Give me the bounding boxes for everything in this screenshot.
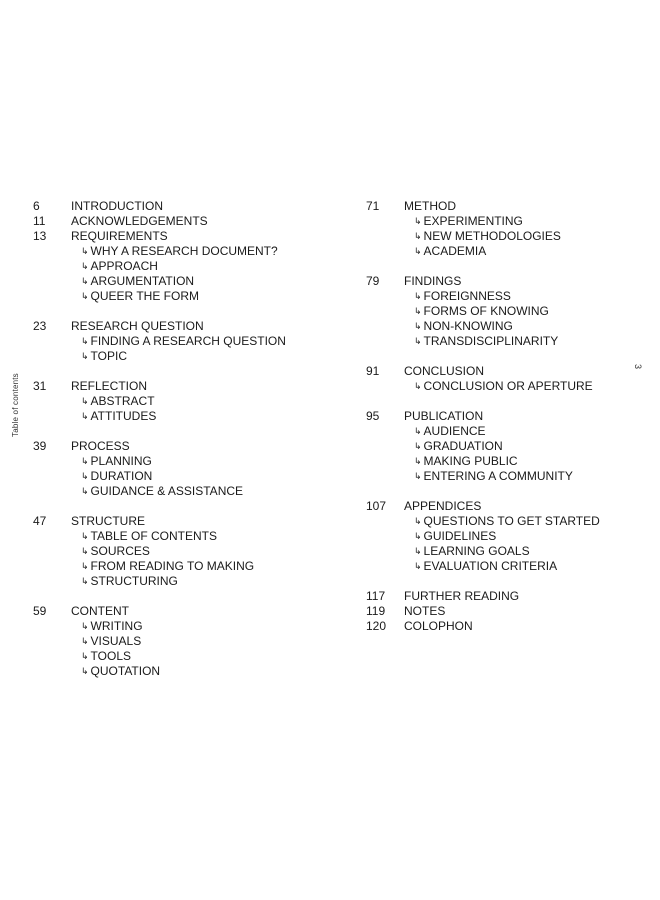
toc-subentry-label (81, 574, 178, 590)
subentry-arrow-icon: ↳ (414, 441, 422, 451)
toc-subentry-label (414, 544, 530, 560)
toc-entry-title: PUBLICATION (404, 409, 484, 423)
toc-subentry-label (81, 394, 155, 410)
toc-subentry-text: QUESTIONS TO GET STARTED (423, 514, 600, 528)
toc-entry[interactable] (366, 604, 660, 619)
subentry-arrow-icon: ↳ (81, 456, 89, 466)
toc-section (33, 514, 333, 589)
toc-entry[interactable] (33, 514, 333, 529)
toc-subentry[interactable] (366, 544, 660, 559)
toc-subentry-text: NEW METHODOLOGIES (423, 229, 561, 243)
toc-page-number: 31 (33, 379, 47, 393)
toc-entry-title: CONTENT (71, 604, 129, 618)
toc-subentry-label (81, 409, 156, 425)
toc-subentry-label (81, 469, 152, 485)
toc-subentry-label (81, 454, 152, 470)
subentry-arrow-icon: ↳ (81, 336, 89, 346)
toc-subentry[interactable] (366, 319, 660, 334)
toc-subentry[interactable] (366, 439, 660, 454)
subentry-arrow-icon: ↳ (81, 246, 89, 256)
toc-entry[interactable] (366, 274, 660, 289)
toc-subentry-label (81, 559, 254, 575)
toc-subentry-label (414, 214, 523, 230)
toc-subentry-text: FOREIGNNESS (423, 289, 511, 303)
toc-subentry[interactable] (366, 214, 660, 229)
toc-subentry[interactable] (33, 259, 333, 274)
toc-subentry[interactable] (33, 409, 333, 424)
subentry-arrow-icon: ↳ (414, 546, 422, 556)
toc-page-number: 107 (366, 499, 387, 513)
toc-subentry-label (414, 229, 561, 245)
toc-subentry-label (414, 559, 557, 575)
subentry-arrow-icon: ↳ (414, 381, 422, 391)
toc-subentry-text: SOURCES (90, 544, 150, 558)
toc-subentry[interactable] (33, 634, 333, 649)
toc-subentry-label (81, 289, 199, 305)
toc-subentry[interactable] (33, 559, 333, 574)
toc-subentry-text: CONCLUSION OR APERTURE (423, 379, 593, 393)
toc-entry[interactable] (33, 199, 333, 214)
toc-subentry-text: EVALUATION CRITERIA (423, 559, 558, 573)
subentry-arrow-icon: ↳ (81, 666, 89, 676)
toc-section (33, 379, 333, 424)
toc-subentry-text: PLANNING (90, 454, 152, 468)
toc-subentry-text: WRITING (90, 619, 143, 633)
toc-subentry-text: TABLE OF CONTENTS (90, 529, 218, 543)
subentry-arrow-icon: ↳ (414, 561, 422, 571)
toc-subentry-label (414, 514, 600, 530)
toc-subentry[interactable] (33, 349, 333, 364)
toc-section (33, 439, 333, 499)
toc-subentry[interactable] (33, 469, 333, 484)
toc-subentry-text: ENTERING A COMMUNITY (423, 469, 573, 483)
toc-page-number: 11 (33, 214, 46, 228)
toc-subentry[interactable] (33, 544, 333, 559)
toc-entry-title: APPENDICES (404, 499, 482, 513)
toc-subentry-text: AUDIENCE (423, 424, 486, 438)
subentry-arrow-icon: ↳ (81, 261, 89, 271)
toc-section (366, 409, 660, 484)
side-label: Table of contents (11, 373, 20, 437)
toc-subentry-text: EXPERIMENTING (423, 214, 523, 228)
toc-subentry-text: ABSTRACT (90, 394, 155, 408)
toc-page-number: 71 (366, 199, 380, 213)
toc-entry-title: FINDINGS (404, 274, 462, 288)
toc-page-number: 79 (366, 274, 380, 288)
subentry-arrow-icon: ↳ (81, 351, 89, 361)
toc-subentry[interactable] (33, 649, 333, 664)
toc-subentry[interactable] (366, 304, 660, 319)
subentry-arrow-icon: ↳ (81, 621, 89, 631)
toc-entry-title: FURTHER READING (404, 589, 520, 603)
subentry-arrow-icon: ↳ (81, 486, 89, 496)
toc-subentry-text: MAKING PUBLIC (423, 454, 518, 468)
toc-subentry-text: DURATION (90, 469, 153, 483)
subentry-arrow-icon: ↳ (414, 531, 422, 541)
toc-subentry-text: LEARNING GOALS (423, 544, 530, 558)
toc-section (33, 229, 333, 304)
toc-page-number: 120 (366, 619, 387, 633)
toc-section (366, 274, 660, 349)
subentry-arrow-icon: ↳ (414, 471, 422, 481)
toc-subentry-label (414, 304, 549, 320)
subentry-arrow-icon: ↳ (81, 291, 89, 301)
toc-subentry-text: FINDING A RESEARCH QUESTION (90, 334, 286, 348)
subentry-arrow-icon: ↳ (414, 456, 422, 466)
toc-page-number: 59 (33, 604, 47, 618)
toc-subentry-label (81, 334, 286, 350)
toc-subentry-label (81, 244, 278, 260)
subentry-arrow-icon: ↳ (414, 306, 422, 316)
toc-subentry-label (414, 424, 486, 440)
toc-subentry-text: QUEER THE FORM (90, 289, 199, 303)
toc-subentry-label (414, 439, 503, 455)
toc-subentry-label (414, 319, 513, 335)
subentry-arrow-icon: ↳ (81, 531, 89, 541)
subentry-arrow-icon: ↳ (414, 336, 422, 346)
toc-entry-title: REQUIREMENTS (71, 229, 168, 243)
subentry-arrow-icon: ↳ (414, 216, 422, 226)
toc-subentry[interactable] (366, 334, 660, 349)
toc-subentry-label (81, 529, 217, 545)
toc-page-number: 47 (33, 514, 47, 528)
toc-entry[interactable] (33, 604, 333, 619)
toc-subentry-label (81, 634, 141, 650)
toc-subentry[interactable] (366, 559, 660, 574)
toc-entry[interactable] (33, 319, 333, 334)
toc-entry[interactable] (33, 229, 333, 244)
toc-entry[interactable] (33, 379, 333, 394)
toc-subentry-text: QUOTATION (90, 664, 161, 678)
subentry-arrow-icon: ↳ (81, 411, 89, 421)
toc-section (33, 604, 333, 679)
toc-page-number: 23 (33, 319, 47, 333)
toc-subentry-text: STRUCTURING (90, 574, 178, 588)
toc-subentry[interactable] (366, 469, 660, 484)
toc-entry-title: NOTES (404, 604, 446, 618)
toc-subentry-text: APPROACH (90, 259, 158, 273)
toc-subentry-label (414, 244, 486, 260)
toc-subentry[interactable] (33, 274, 333, 289)
toc-subentry-text: WHY A RESEARCH DOCUMENT? (90, 244, 278, 258)
toc-subentry-text: TOPIC (90, 349, 127, 363)
toc-subentry[interactable] (366, 244, 660, 259)
toc-subentry[interactable] (366, 379, 660, 394)
toc-subentry[interactable] (33, 394, 333, 409)
toc-subentry-label (414, 379, 593, 395)
toc-subentry-label (414, 469, 573, 485)
toc-entry-title: ACKNOWLEDGEMENTS (71, 214, 208, 228)
toc-subentry-text: NON-KNOWING (423, 319, 513, 333)
toc-subentry-text: VISUALS (90, 634, 142, 648)
toc-page-number: 95 (366, 409, 380, 423)
toc-subentry-text: ARGUMENTATION (90, 274, 195, 288)
toc-subentry-label (81, 649, 131, 665)
toc-section (33, 214, 333, 229)
subentry-arrow-icon: ↳ (81, 636, 89, 646)
toc-subentry-text: TOOLS (90, 649, 132, 663)
toc-entry-title: CONCLUSION (404, 364, 485, 378)
toc-subentry-label (414, 454, 518, 470)
subentry-arrow-icon: ↳ (81, 396, 89, 406)
toc-entry[interactable] (366, 619, 660, 634)
toc-entry-title: COLOPHON (404, 619, 473, 633)
toc-subentry[interactable] (33, 289, 333, 304)
toc-subentry-label (414, 334, 558, 350)
toc-page-number: 117 (366, 589, 386, 603)
subentry-arrow-icon: ↳ (81, 471, 89, 481)
toc-subentry[interactable] (366, 529, 660, 544)
subentry-arrow-icon: ↳ (414, 426, 422, 436)
toc-subentry[interactable] (366, 289, 660, 304)
toc-subentry-text: GUIDANCE & ASSISTANCE (90, 484, 244, 498)
toc-section (366, 604, 660, 619)
toc-subentry-label (81, 259, 158, 275)
toc-subentry-label (81, 484, 243, 500)
page-number: 3 (633, 364, 643, 370)
subentry-arrow-icon: ↳ (414, 516, 422, 526)
toc-subentry-label (81, 274, 194, 290)
toc-subentry[interactable] (33, 454, 333, 469)
subentry-arrow-icon: ↳ (414, 231, 422, 241)
toc-subentry-text: TRANSDISCIPLINARITY (423, 334, 559, 348)
toc-subentry-text: ACADEMIA (423, 244, 487, 258)
toc-column-left (33, 199, 333, 694)
toc-subentry-text: FORMS OF KNOWING (423, 304, 549, 318)
toc-subentry[interactable] (33, 244, 333, 259)
toc-entry[interactable] (366, 589, 660, 604)
toc-subentry-label (81, 664, 160, 680)
toc-section (366, 589, 660, 604)
toc-subentry-label (81, 544, 150, 560)
toc-subentry-text: GUIDELINES (423, 529, 497, 543)
toc-entry[interactable] (33, 214, 333, 229)
toc-section (366, 199, 660, 259)
toc-section (366, 364, 660, 394)
toc-entry-title: METHOD (404, 199, 456, 213)
toc-subentry[interactable] (33, 619, 333, 634)
toc-subentry[interactable] (33, 664, 333, 679)
toc-entry[interactable] (366, 499, 660, 514)
toc-entry-title: REFLECTION (71, 379, 148, 393)
toc-subentry[interactable] (366, 424, 660, 439)
toc-entry[interactable] (366, 364, 660, 379)
subentry-arrow-icon: ↳ (81, 651, 89, 661)
toc-subentry[interactable] (366, 229, 660, 244)
toc-subentry-text: GRADUATION (423, 439, 503, 453)
toc-subentry[interactable] (33, 334, 333, 349)
toc-entry-title: INTRODUCTION (71, 199, 163, 213)
toc-entry[interactable] (33, 439, 333, 454)
toc-page-number: 6 (33, 199, 40, 213)
toc-subentry-text: FROM READING TO MAKING (90, 559, 255, 573)
toc-page-number: 91 (366, 364, 380, 378)
toc-column-right (366, 199, 660, 649)
subentry-arrow-icon: ↳ (414, 291, 422, 301)
toc-section (366, 499, 660, 574)
toc-entry[interactable] (366, 409, 660, 424)
toc-subentry[interactable] (33, 484, 333, 499)
subentry-arrow-icon: ↳ (414, 246, 422, 256)
subentry-arrow-icon: ↳ (81, 276, 89, 286)
subentry-arrow-icon: ↳ (81, 576, 89, 586)
subentry-arrow-icon: ↳ (414, 321, 422, 331)
subentry-arrow-icon: ↳ (81, 546, 89, 556)
toc-entry-title: PROCESS (71, 439, 130, 453)
toc-entry-title: RESEARCH QUESTION (71, 319, 204, 333)
toc-subentry[interactable] (33, 574, 333, 589)
toc-page-number: 39 (33, 439, 47, 453)
subentry-arrow-icon: ↳ (81, 561, 89, 571)
toc-subentry[interactable] (366, 454, 660, 469)
toc-subentry[interactable] (366, 514, 660, 529)
toc-subentry-text: ATTITUDES (90, 409, 157, 423)
toc-section (33, 199, 333, 214)
toc-subentry-label (414, 289, 511, 305)
toc-entry-title: STRUCTURE (71, 514, 145, 528)
toc-subentry[interactable] (33, 529, 333, 544)
toc-entry[interactable] (366, 199, 660, 214)
toc-section (366, 619, 660, 634)
toc-subentry-label (81, 619, 143, 635)
toc-subentry-label (81, 349, 127, 365)
toc-page-number: 13 (33, 229, 47, 243)
toc-subentry-label (414, 529, 496, 545)
toc-page-number: 119 (366, 604, 386, 618)
toc-section (33, 319, 333, 364)
